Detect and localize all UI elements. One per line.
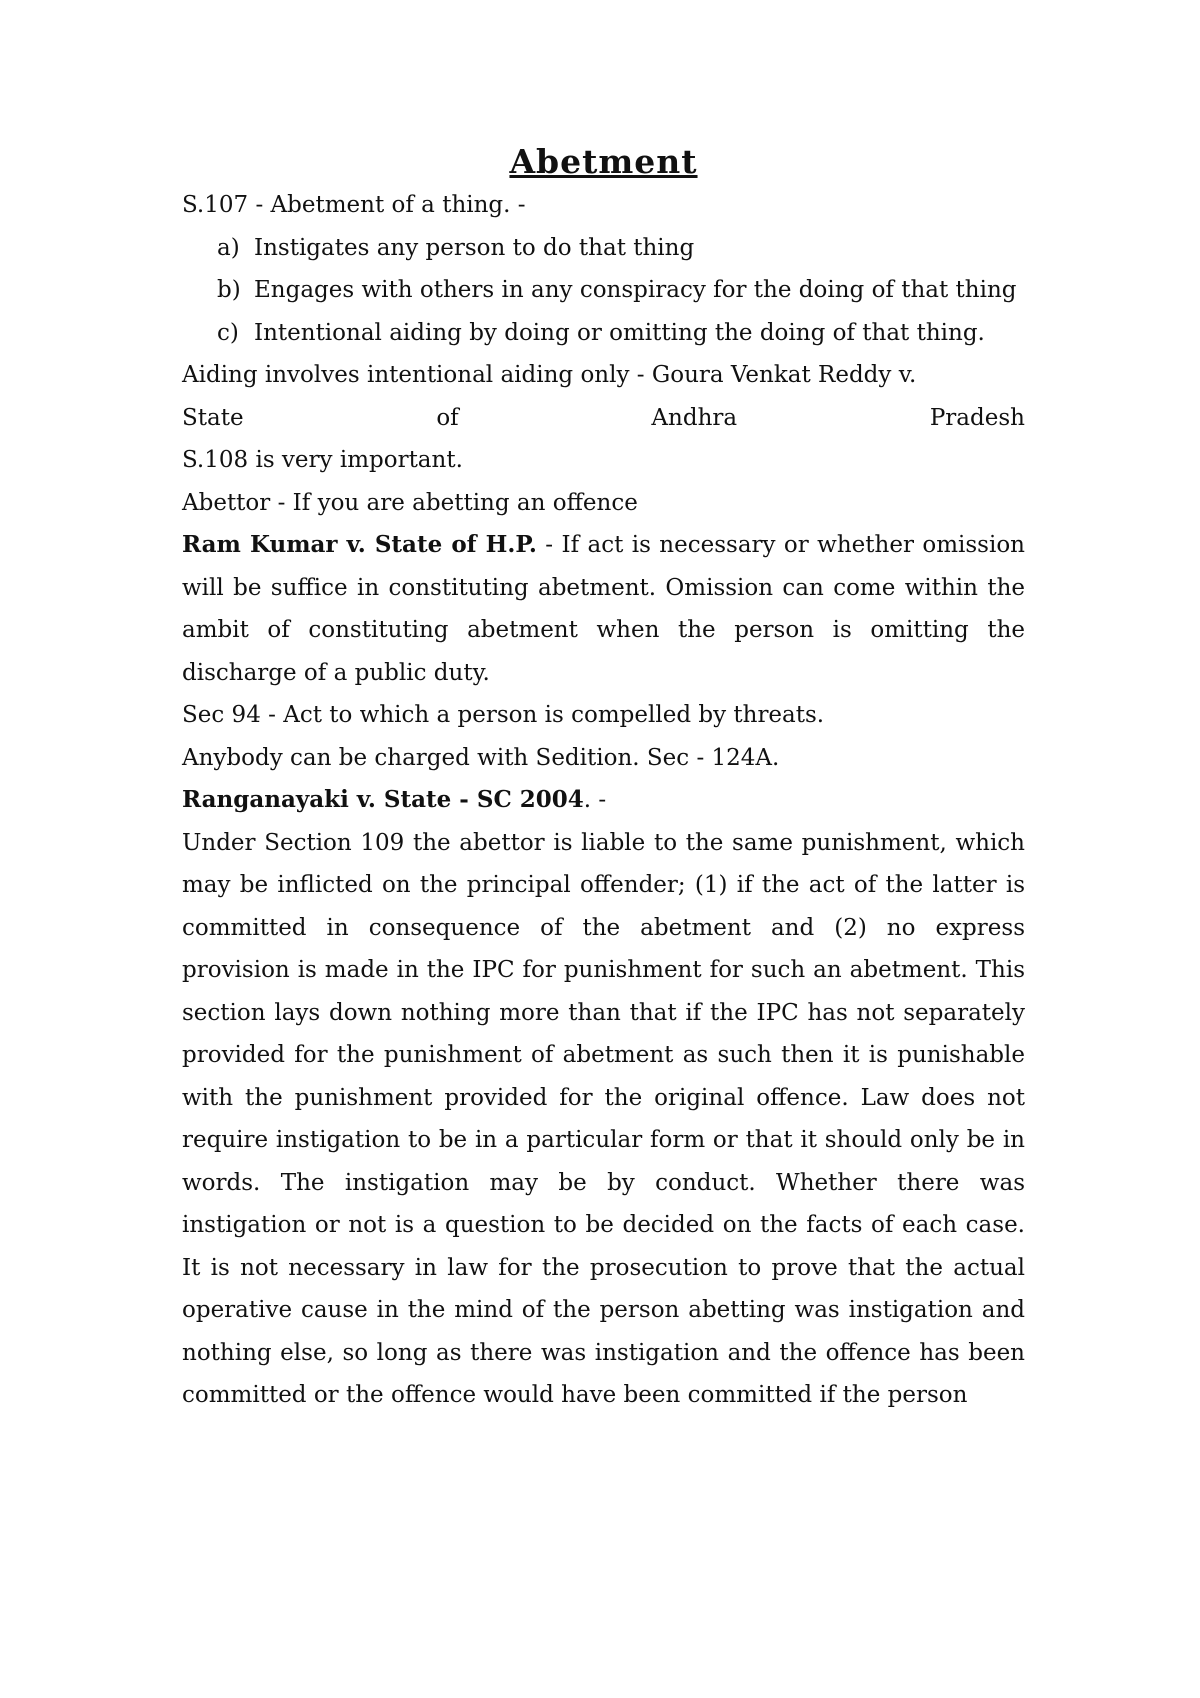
abettor-line: Abettor - If you are abetting an offence: [182, 489, 638, 516]
document-title: Abetment: [509, 142, 698, 181]
list-marker: c): [217, 319, 239, 346]
list-item-text: Intentional aiding by doing or omitting the doing of that thing.: [254, 319, 985, 346]
aiding-case-state-line: [182, 397, 1025, 440]
case-word: State: [182, 404, 244, 431]
list-item: [182, 227, 1025, 270]
list-item: [182, 312, 1025, 355]
document-page: [182, 140, 1025, 1417]
s107-heading: S.107 - Abetment of a thing. -: [182, 192, 526, 218]
ram-kumar-text: - If act is necessary or whether omission will be suffice in constituting abetment. Omission can come within the ambit of constituting abetment when the person is omitting the discharge of a public duty.: [182, 532, 1025, 686]
ranganayaki-suffix: . -: [583, 787, 607, 813]
list-marker: a): [217, 234, 240, 261]
s108-line: S.108 is very important.: [182, 447, 463, 473]
ranganayaki-heading: [182, 779, 1025, 822]
list-item: [182, 269, 1025, 312]
case-word: of: [436, 404, 459, 431]
ram-kumar-paragraph: [182, 524, 1025, 694]
section-109-paragraph: Under Section 109 the abettor is liable to the same punishment, which may be inflicted on the principal offender; (1) if the act of the latter is committed in consequence of the abetment and (2) no express provision is made in the IPC for punishment for such an abetment. This section lays down nothing more than that if the IPC has not separately provided for the punishment of abetment as such then it is punishable with the punishment provided for the original offence. Law does not require instigation to be in a particular form or that it should only be in words. The instigation may be by conduct. Whether there was instigation or not is a question to be decided on the facts of each case. It is not necessary in law for the prosecution to prove that the actual operative cause in the mind of the person abetting was instigation and nothing else, so long as there was instigation and the offence has been committed or the offence would have been committed if the person: [182, 829, 1025, 1408]
case-word: Pradesh: [929, 404, 1025, 431]
list-item-text: Instigates any person to do that thing: [254, 234, 695, 261]
sedition-line: Anybody can be charged with Sedition. Sec - 124A.: [182, 744, 780, 771]
abetment-list: [182, 227, 1025, 355]
list-item-text: Engages with others in any conspiracy for the doing of that thing: [254, 277, 1017, 303]
case-name-ranganayaki: Ranganayaki v. State - SC 2004: [182, 786, 584, 813]
sec94-line: Sec 94 - Act to which a person is compelled by threats.: [182, 702, 825, 728]
list-marker: b): [217, 277, 241, 303]
case-name-ram-kumar: Ram Kumar v. State of H.P.: [182, 531, 537, 558]
case-word: Andhra: [651, 404, 738, 431]
aiding-line: Aiding involves intentional aiding only - Goura Venkat Reddy v.: [182, 362, 917, 388]
